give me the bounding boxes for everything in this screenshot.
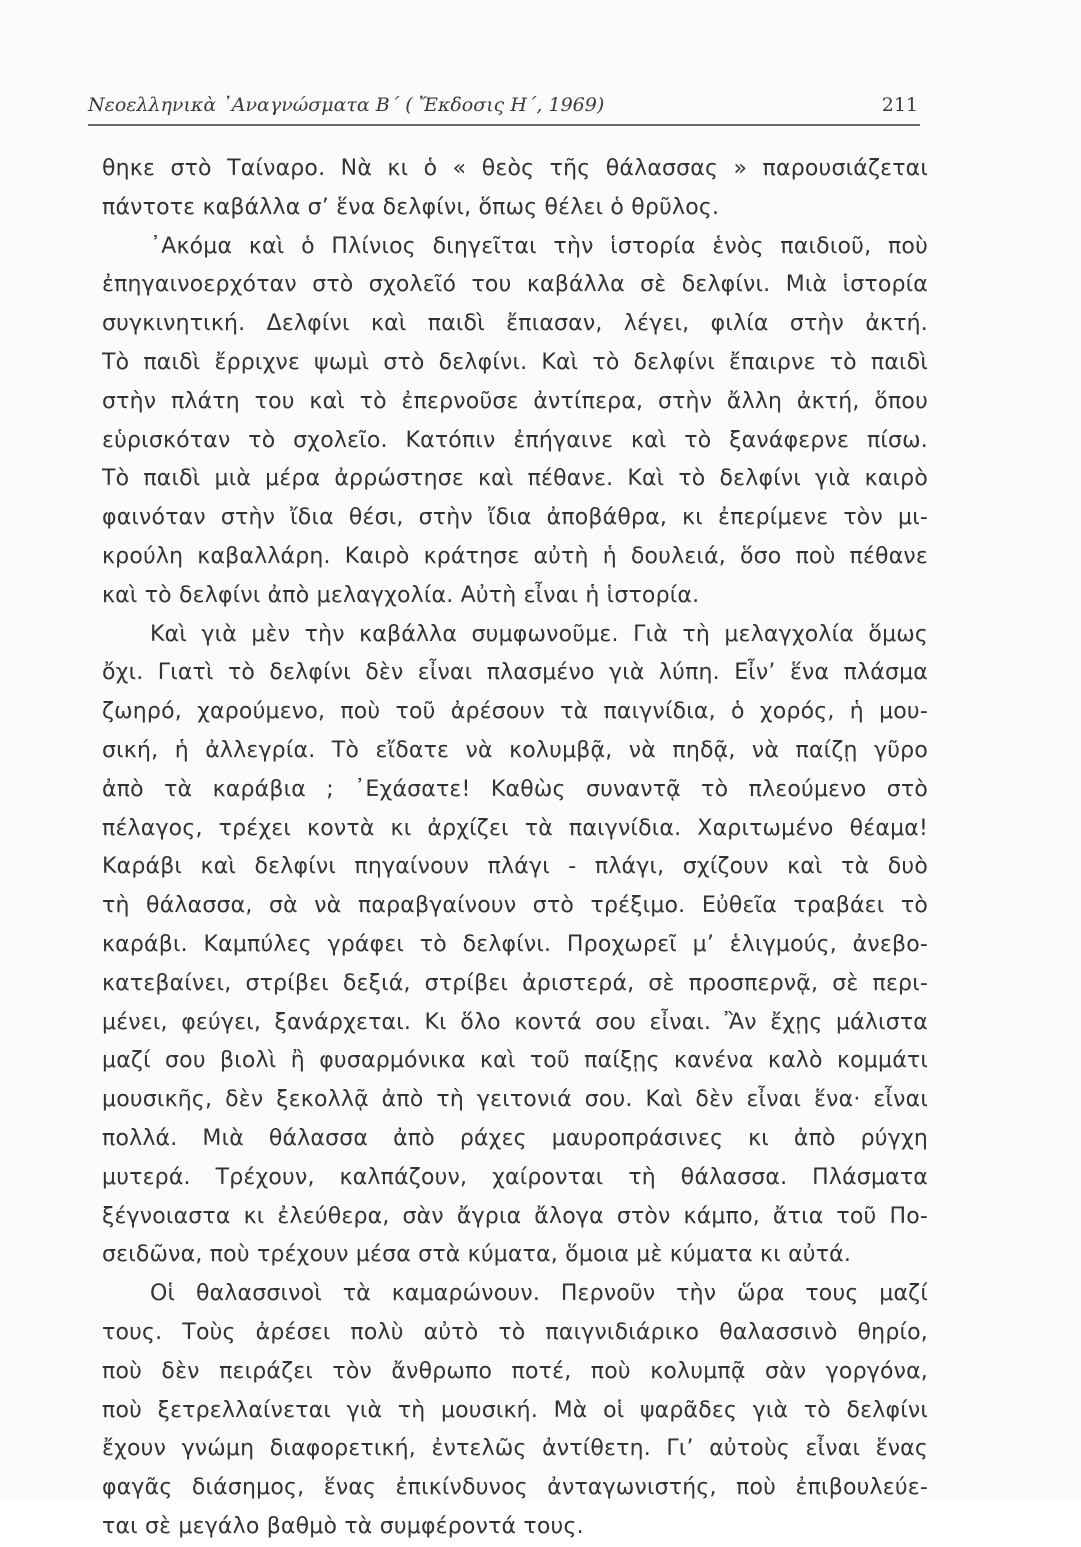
text-line: Οἱ θαλασσινοὶ τὰ καμαρώνουν. Περνοῦν τὴν ὥρα τους μαζί: [150, 1281, 928, 1307]
text-line: σειδῶνα, ποὺ τρέχουν μέσα στὰ κύματα, ὅμοια μὲ κύματα κι αὐτά.: [102, 1242, 852, 1268]
body-text: [102, 150, 928, 1547]
header-rule: [88, 124, 920, 126]
text-line: στὴν πλάτη του καὶ τὸ ἐπερνοῦσε ἀντίπερα, στὴν ἄλλη ἀκτή, ὅπου: [102, 388, 928, 414]
text-line: τὴ θάλασσα, σὰ νὰ παραβγαίνουν στὸ τρέξιμο. Εὐθεῖα τραβάει τὸ: [102, 893, 928, 919]
text-line: Καὶ γιὰ μὲν τὴν καβάλλα συμφωνοῦμε. Γιὰ τὴ μελαγχολία ὅμως: [150, 621, 928, 647]
text-line: συγκινητική. Δελφίνι καὶ παιδὶ ἔπιασαν, λέγει, φιλία στὴν ἀκτή.: [102, 311, 928, 337]
text-line: φαγᾶς διάσημος, ἕνας ἐπικίνδυνος ἀνταγωνιστής, ποὺ ἐπιβουλεύε-: [102, 1475, 928, 1501]
text-line: τους. Τοὺς ἀρέσει πολὺ αὐτὸ τὸ παιγνιδιάρικο θαλασσινὸ θηρίο,: [102, 1319, 928, 1345]
text-line: μαζί σου βιολὶ ἢ φυσαρμόνικα καὶ τοῦ παίξῃς κανένα καλὸ κομμάτι: [102, 1048, 928, 1074]
text-line: πάντοτε καβάλλα σ’ ἕνα δελφίνι, ὅπως θέλει ὁ θρῦλος.: [102, 194, 720, 220]
running-header: [88, 92, 918, 122]
text-line: θηκε στὸ Ταίναρο. Νὰ κι ὁ « θεὸς τῆς θάλασσας » παρουσιάζεται: [102, 156, 928, 181]
text-line: κρούλη καβαλλάρη. Καιρὸ κράτησε αὐτὴ ἡ δουλειά, ὅσο ποὺ πέθανε: [102, 543, 928, 569]
text-line: σική, ἡ ἀλλεγρία. Τὸ εἴδατε νὰ κολυμβᾷ, νὰ πηδᾷ, νὰ παίζῃ γῦρο: [102, 737, 928, 763]
text-line: ὄχι. Γιατὶ τὸ δελφίνι δὲν εἶναι πλασμένο γιὰ λύπη. Εἶν’ ἕνα πλάσμα: [102, 660, 928, 686]
text-line: εὑρισκόταν τὸ σχολεῖο. Κατόπιν ἐπήγαινε καὶ τὸ ξανάφερνε πίσω.: [102, 427, 928, 453]
text-line: ποὺ δὲν πειράζει τὸν ἄνθρωπο ποτέ, ποὺ κολυμπᾷ σὰν γοργόνα,: [102, 1358, 928, 1384]
text-line: ζωηρό, χαρούμενο, ποὺ τοῦ ἀρέσουν τὰ παιγνίδια, ὁ χορός, ἡ μου-: [102, 699, 928, 725]
text-line: πολλά. Μιὰ θάλασσα ἀπὸ ράχες μαυροπράσινες κι ἀπὸ ρύγχη: [102, 1125, 928, 1151]
text-line: μένει, φεύγει, ξανάρχεται. Κι ὅλο κοντά σου εἶναι. Ἂν ἔχῃς μάλιστα: [102, 1009, 928, 1035]
text-line: μουσικῆς, δὲν ξεκολλᾷ ἀπὸ τὴ γειτονιά σου. Καὶ δὲν εἶναι ἕνα· εἶναι: [102, 1087, 928, 1113]
text-line: ἀπὸ τὰ καράβια ; ᾿Εχάσατε! Καθὼς συναντᾷ τὸ πλεούμενο στὸ: [102, 776, 928, 802]
text-line: κατεβαίνει, στρίβει δεξιά, στρίβει ἀριστερά, σὲ προσπερνᾷ, σὲ περι-: [102, 970, 928, 996]
text-line: Τὸ παιδὶ μιὰ μέρα ἀρρώστησε καὶ πέθανε. Καὶ τὸ δελφίνι γιὰ καιρὸ: [102, 466, 928, 492]
text-line: ἔχουν γνώμη διαφορετική, ἐντελῶς ἀντίθετη. Γι’ αὐτοὺς εἶναι ἕνας: [102, 1436, 928, 1462]
text-line: Καράβι καὶ δελφίνι πηγαίνουν πλάγι - πλάγι, σχίζουν καὶ τὰ δυὸ: [102, 854, 928, 880]
text-line: ᾿Ακόμα καὶ ὁ Πλίνιος διηγεῖται τὴν ἱστορία ἑνὸς παιδιοῦ, ποὺ: [150, 233, 928, 259]
text-line: ποὺ ξετρελλαίνεται γιὰ τὴ μουσική. Μὰ οἱ ψαρᾶδες γιὰ τὸ δελφίνι: [102, 1397, 928, 1423]
text-line: ἐπηγαινοερχόταν στὸ σχολεῖό του καβάλλα σὲ δελφίνι. Μιὰ ἱστορία: [102, 272, 928, 298]
text-line: πέλαγος, τρέχει κοντὰ κι ἀρχίζει τὰ παιγνίδια. Χαριτωμένο θέαμα!: [102, 815, 928, 841]
text-line: φαινόταν στὴν ἴδια θέσι, στὴν ἴδια ἀποβάθρα, κι ἐπερίμενε τὸν μι-: [102, 505, 928, 531]
book-title: Νεοελληνικὰ ᾿Αναγνώσματα Β΄ ( Ἔκδοσις Η΄, 1969): [88, 94, 605, 116]
page-number: 211: [881, 94, 918, 116]
text-line: Τὸ παιδὶ ἔρριχνε ψωμὶ στὸ δελφίνι. Καὶ τὸ δελφίνι ἔπαιρνε τὸ παιδὶ: [102, 349, 928, 375]
text-line: ξέγνοιαστα κι ἐλεύθερα, σὰν ἄγρια ἄλογα στὸν κάμπο, ἄτια τοῦ Πο-: [102, 1203, 928, 1229]
text-line: μυτερά. Τρέχουν, καλπάζουν, χαίρονται τὴ θάλασσα. Πλάσματα: [102, 1164, 928, 1190]
text-line: ται σὲ μεγάλο βαθμὸ τὰ συμφέροντά τους.: [102, 1513, 584, 1539]
text-line: καὶ τὸ δελφίνι ἀπὸ μελαγχολία. Αὐτὴ εἶναι ἡ ἱστορία.: [102, 582, 700, 608]
text-line: καράβι. Καμπύλες γράφει τὸ δελφίνι. Προχωρεῖ μ’ ἑλιγμούς, ἀνεβο-: [102, 931, 928, 957]
